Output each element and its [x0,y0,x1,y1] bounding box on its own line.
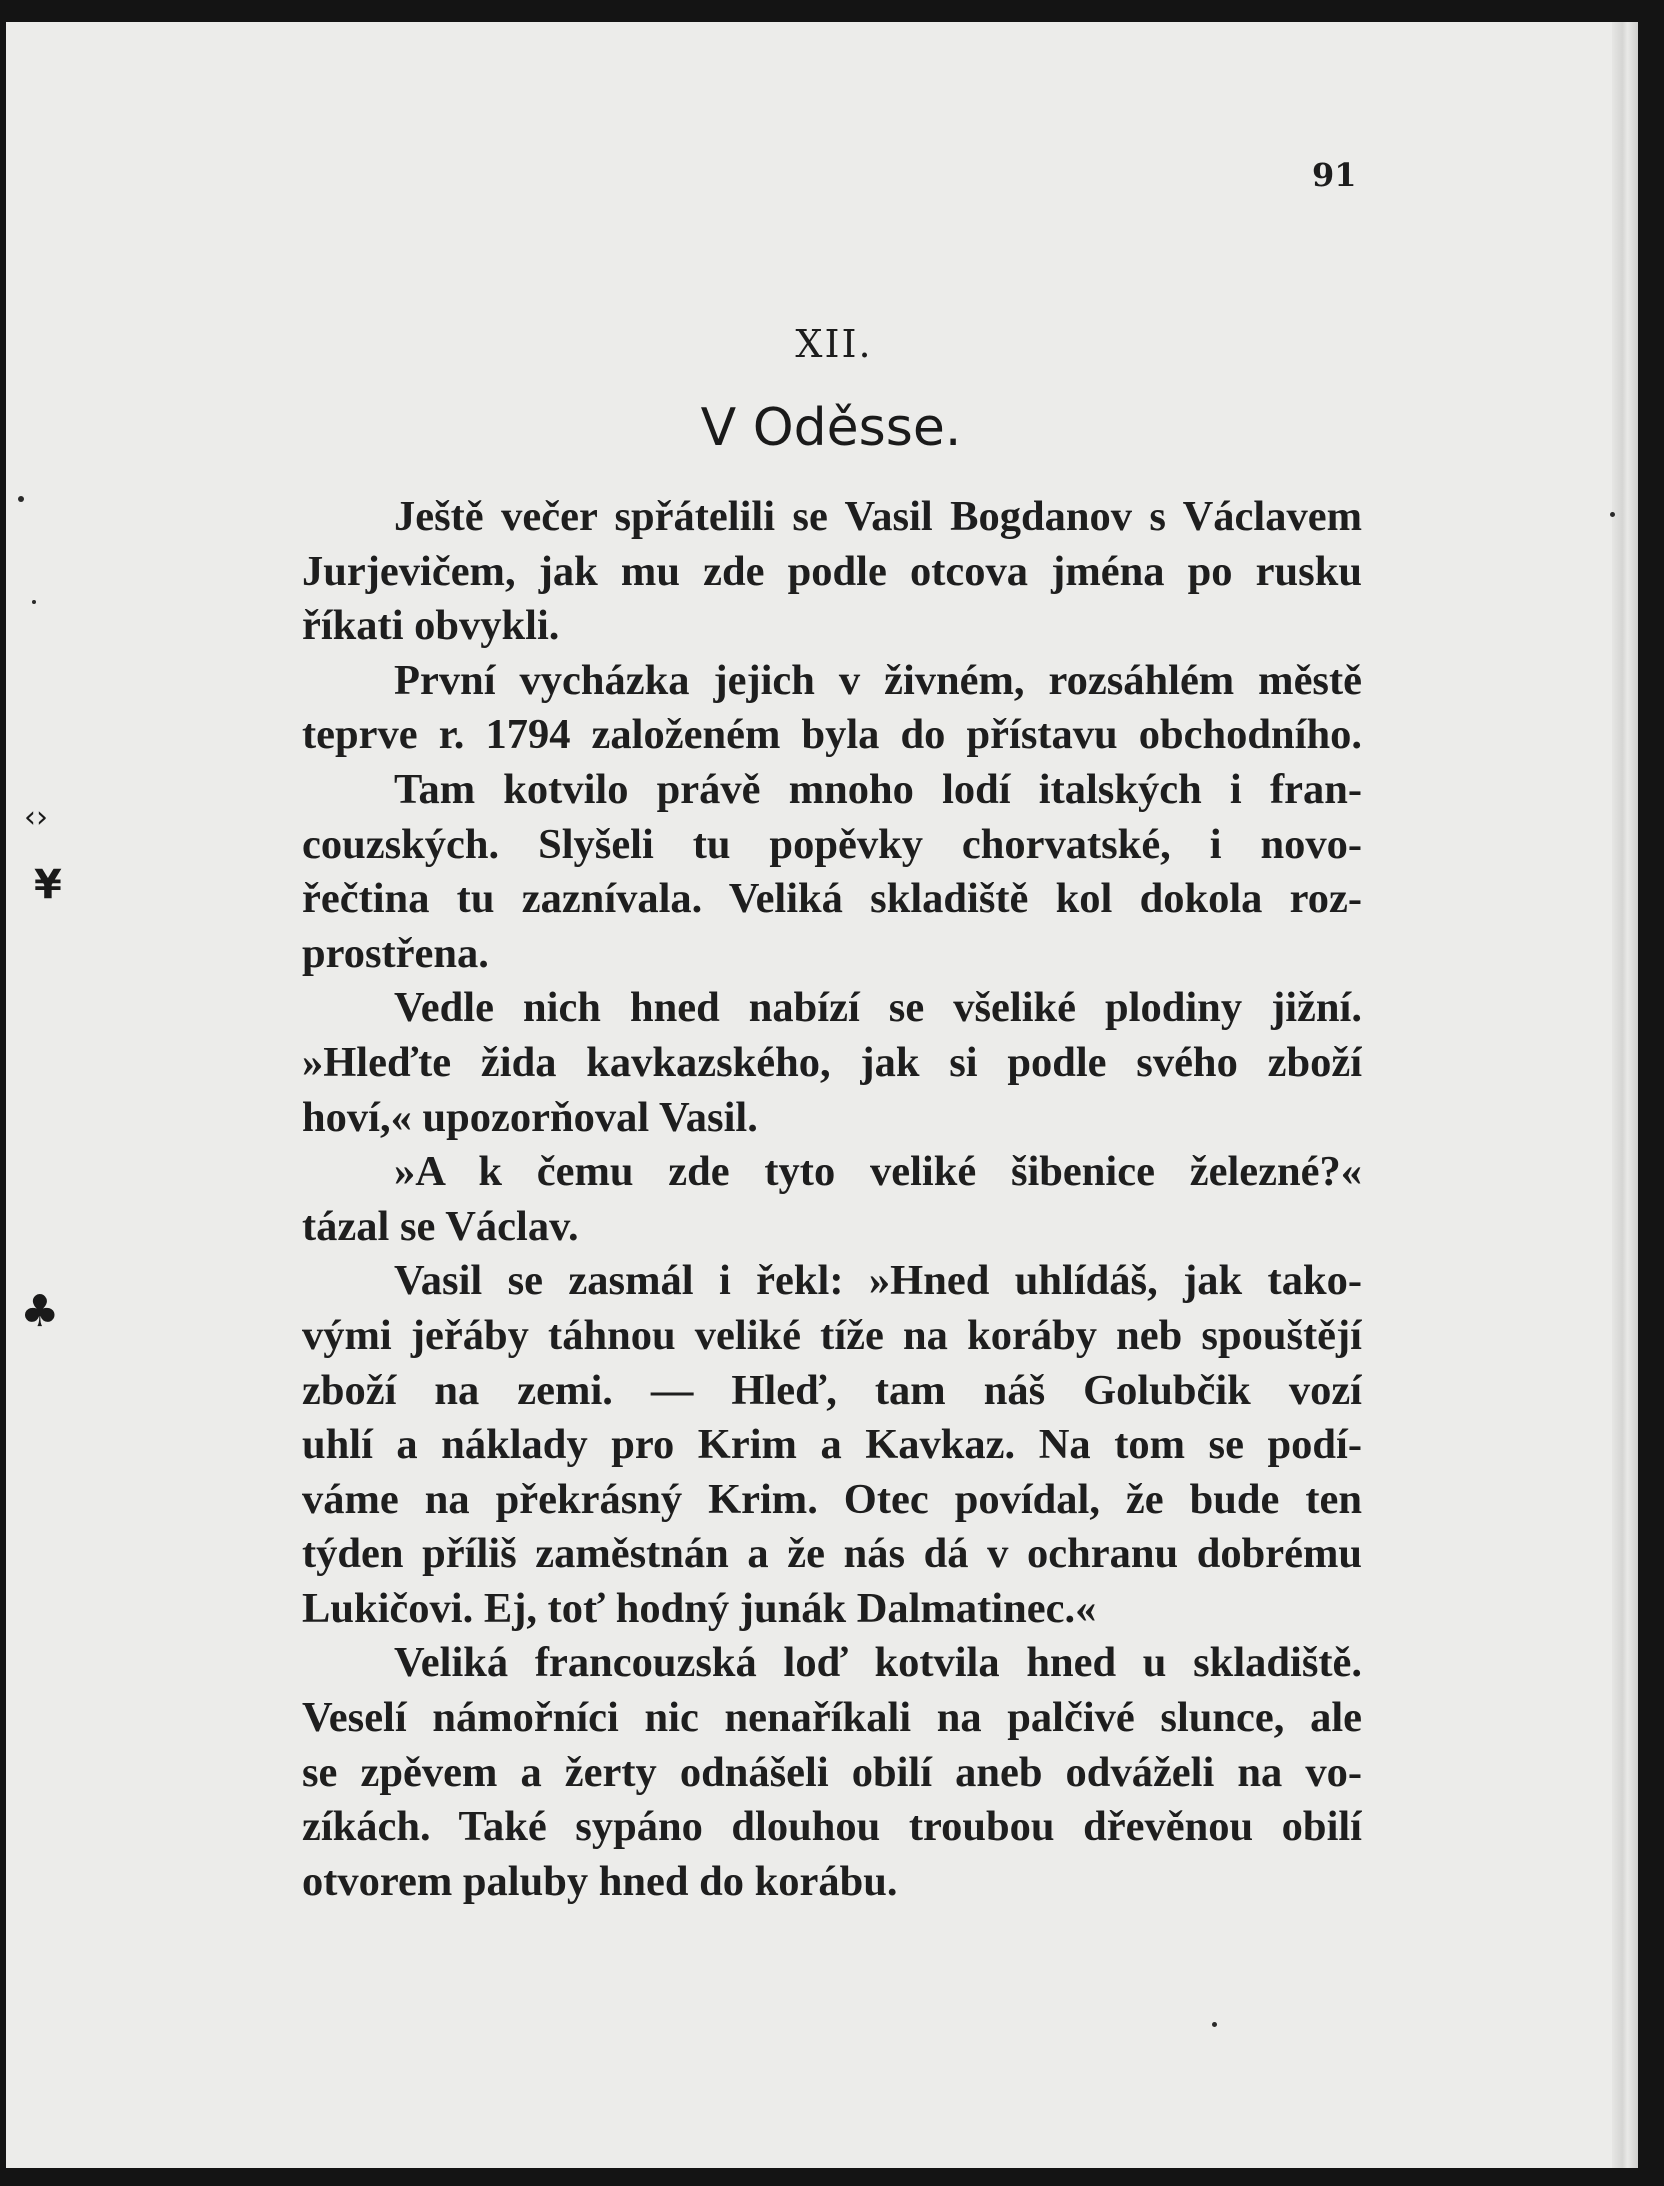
text-line: zíkách. Také sypáno dlouhou troubou dřevěnou obilí [302,1803,1362,1851]
scan-speck [1212,2022,1217,2027]
text-line: řečtina tu zaznívala. Veliká skladiště kol dokola roz- [302,875,1362,923]
text-line: Ještě večer spřátelili se Vasil Bogdanov s Václavem [394,493,1362,540]
binding-mark-icon: ♣ [20,1286,60,1337]
chapter-title: V Oděsse. [700,398,962,458]
text-line: prostřena. [302,929,489,977]
text-line: otvorem paluby hned do korábu. [302,1857,898,1905]
chapter-number: XII. [795,322,873,366]
text-line: týden příliš zaměstnán a že nás dá v ochranu dobrému [302,1530,1362,1578]
scan-speck [1610,512,1615,517]
text-line: uhlí a náklady pro Krim a Kavkaz. Na tom se podí- [302,1421,1362,1469]
text-line: teprve r. 1794 založeném byla do přístavu obchodního. [302,711,1362,759]
text-line: říkati obvykli. [302,602,560,650]
text-line: váme na překrásný Krim. Otec povídal, že bude ten [302,1475,1362,1523]
scan-speck [32,600,36,604]
page-number: 91 [1312,156,1357,194]
text-line: Lukičovi. Ej, toť hodný junák Dalmatinec.« [302,1584,1097,1632]
text-line: couzských. Slyšeli tu popěvky chorvatské, i novo- [302,820,1362,868]
text-line: Veliká francouzská loď kotvila hned u skladiště. [394,1639,1362,1687]
text-line: Veselí námořníci nic nenaříkali na palčivé slunce, ale [302,1694,1362,1742]
chapter-body [302,490,1362,1909]
text-line: vými jeřáby táhnou veliké tíže na koráby neb spouštějí [302,1311,1362,1359]
binding-mark-icon: ¥ [34,862,62,908]
text-line: Vasil se zasmál i řekl: »Hned uhlídáš, jak tako- [394,1257,1362,1305]
text-line: První vycházka jejich v živném, rozsáhlém městě [394,656,1362,704]
text-line: Jurjevičem, jak mu zde podle otcova jména po rusku [302,547,1362,595]
book-page [6,22,1638,2168]
text-line: Tam kotvilo právě mnoho lodí italských i fran- [394,765,1362,813]
scan-speck [18,496,24,502]
text-line: zboží na zemi. — Hleď, tam náš Golubčik vozí [302,1366,1362,1414]
text-line: Vedle nich hned nabízí se všeliké plodiny jižní. [394,984,1362,1032]
text-line: se zpěvem a žerty odnášeli obilí aneb odváželi na vo- [302,1748,1362,1796]
text-line: »Hleďte žida kavkazského, jak si podle svého zboží [302,1038,1362,1086]
text-line: hoví,« upozorňoval Vasil. [302,1093,758,1141]
binding-mark-icon: ‹› [24,800,48,835]
text-line: »A k čemu zde tyto veliké šibenice železné?« [394,1148,1362,1196]
text-line: tázal se Václav. [302,1202,579,1250]
